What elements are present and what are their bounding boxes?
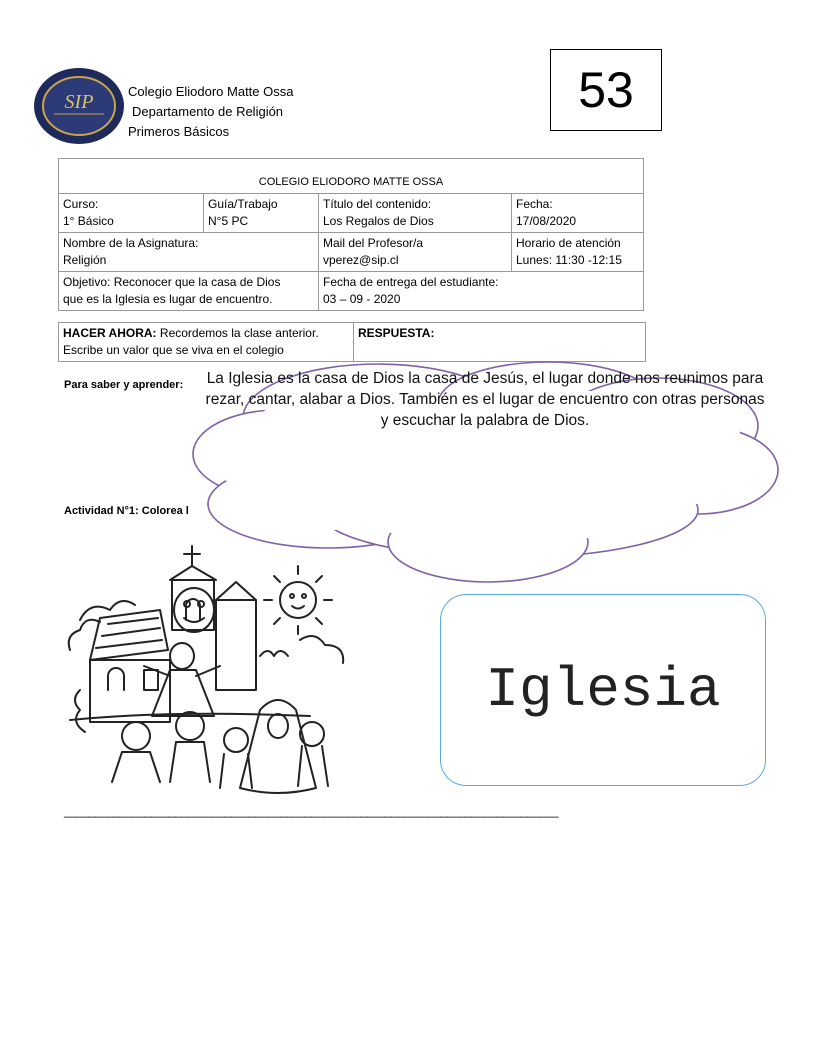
info-table <box>58 158 644 311</box>
cloud-text: La Iglesia es la casa de Dios la casa de Jesús, el lugar donde nos reunimos para rezar, cantar, alabar a Dios. También es el lugar de encuentro con otras personas y escuchar la palabra de Dios. <box>205 370 765 429</box>
answer-line[interactable]: ________________________________________________________________________________ <box>64 804 558 818</box>
objetivo-line-2: que es la Iglesia es lugar de encuentro. <box>63 292 273 306</box>
fecha-label: Fecha: <box>516 197 553 211</box>
school-logo <box>32 66 126 146</box>
curso-cell <box>59 194 204 233</box>
hacer-ahora-table <box>58 322 646 362</box>
asignatura-value: Religión <box>63 253 107 267</box>
guia-cell <box>204 194 319 233</box>
horario-value: Lunes: 11:30 -12:15 <box>516 253 622 267</box>
actividad-heading: Actividad N°1: Colorea l <box>64 505 189 517</box>
guia-value: N°5 PC <box>208 214 249 228</box>
mail-value: vperez@sip.cl <box>323 253 399 267</box>
titulo-label: Título del contenido: <box>323 197 432 211</box>
department-name: Departamento de Religión <box>132 104 284 119</box>
hacer-ahora-line-2: Escribe un valor que se viva en el colegio <box>63 343 284 357</box>
guia-label: Guía/Trabajo <box>208 197 278 211</box>
mail-label: Mail del Profesor/a <box>323 236 424 250</box>
school-header <box>128 82 293 142</box>
mail-cell <box>319 233 512 272</box>
horario-cell <box>512 233 644 272</box>
fecha-cell <box>512 194 644 233</box>
titulo-value: Los Regalos de Dios <box>323 214 434 228</box>
hacer-ahora-line-1: Recordemos la clase anterior. <box>159 326 319 340</box>
school-name: Colegio Eliodoro Matte Ossa <box>128 84 294 99</box>
asignatura-cell <box>59 233 319 272</box>
objetivo-line-1: Objetivo: Reconocer que la casa de Dios <box>63 275 281 289</box>
titulo-cell <box>319 194 512 233</box>
grade-level: Primeros Básicos <box>128 124 230 139</box>
info-caption: COLEGIO ELIODORO MATTE OSSA <box>59 159 644 194</box>
church-illustration <box>60 540 360 802</box>
fecha-value: 17/08/2020 <box>516 214 577 228</box>
iglesia-word-box: Iglesia <box>440 594 766 786</box>
entrega-label: Fecha de entrega del estudiante: <box>323 275 499 289</box>
objetivo-cell <box>59 272 319 311</box>
curso-label: Curso: <box>63 197 99 211</box>
asignatura-label: Nombre de la Asignatura: <box>63 236 199 250</box>
logo-lettering: SIP <box>64 91 94 113</box>
horario-label: Horario de atención <box>516 236 621 250</box>
hacer-ahora-cell <box>59 323 354 362</box>
curso-value: 1° Básico <box>63 214 114 228</box>
hacer-ahora-label: HACER AHORA: <box>63 326 157 340</box>
respuesta-label: RESPUESTA: <box>358 326 435 340</box>
entrega-value: 03 – 09 - 2020 <box>323 292 401 306</box>
entrega-cell <box>319 272 644 311</box>
page-number: 53 <box>550 49 662 131</box>
para-saber-heading: Para saber y aprender: <box>64 379 184 391</box>
respuesta-cell <box>354 323 646 362</box>
